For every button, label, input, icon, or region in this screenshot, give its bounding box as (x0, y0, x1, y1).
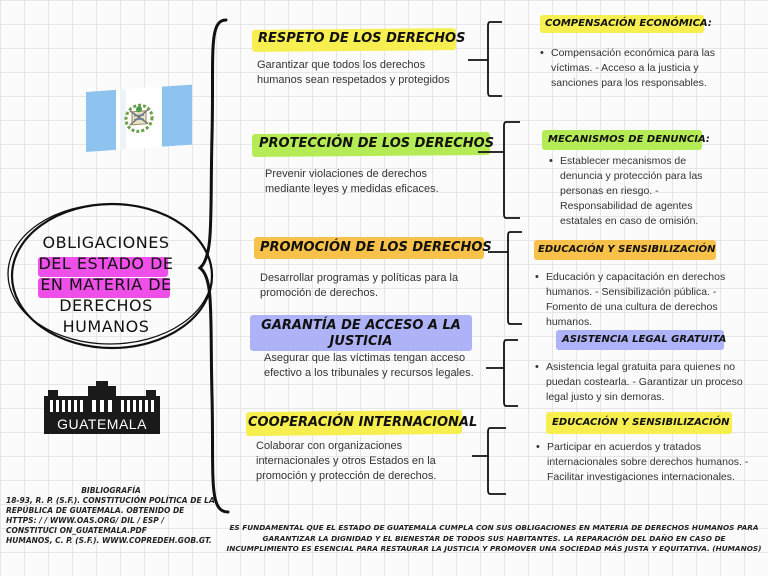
title-line-5: HUMANOS (62, 317, 150, 336)
title-line-3: EN MATERIA DE (40, 275, 172, 294)
section-2-title: PROTECCIÓN DE LOS DERECHOS (259, 136, 495, 151)
bibliography-entry-1: 18-93, R. P. (S.F.). CONSTITUCIÓN POLÍTICA DE LA REPÚBLICA DE GUATEMALA. OBTENIDO DE HTTPS: / / WWW.OAS.ORG/ DIL / ESP / CONSTITUCI ON_GUATEMALA.PDF (6, 496, 215, 535)
section-1-description: Garantizar que todos los derechos humanos sean respetados y protegidos (257, 59, 450, 86)
country-label: GUATEMALA (44, 414, 160, 434)
main-title (20, 232, 192, 337)
section-4-description: Asegurar que las víctimas tengan acceso efectivo a los tribunales y recursos legales. (264, 352, 474, 379)
sub-3-bullet: • Educación y capacitación en derechos humanos. - Sensibilización pública. - Fomento de una cultura de derechos humanos. (546, 270, 746, 330)
bibliography (6, 486, 216, 546)
palace-illustration (44, 380, 160, 416)
section-3-title: PROMOCIÓN DE LOS DERECHOS (260, 240, 492, 255)
section-4-connector (486, 336, 526, 410)
guatemala-flag (86, 82, 192, 152)
section-5-title: COOPERACIÓN INTERNACIONAL (248, 415, 478, 430)
section-4-title: GARANTÍA DE ACCESO A LA JUSTICIA (261, 318, 461, 349)
title-line-2: DEL ESTADO DE (38, 254, 174, 273)
sub-1-bullet: • Compensación económica para las víctimas. - Acceso a la justicia y sanciones para los responsables. (551, 46, 741, 91)
sub-4-bullet: • Asistencia legal gratuita para quienes no puedan costearla. - Garantizar un proceso legal justo y sin demoras. (546, 360, 746, 405)
title-line-1: OBLIGACIONES (42, 233, 170, 252)
conclusion-text: ES FUNDAMENTAL QUE EL ESTADO DE GUATEMALA CUMPLA CON SUS OBLIGACIONES EN MATERIA DE DERECHOS HUMANOS PARA GARANTIZAR LA DIGNIDAD Y EL BIENESTAR DE TODOS SUS HABITANTES. LA REPARACIÓN DEL DAÑO EN CASO DE INCUMPLIMIENTO ES ESENCIAL PARA RESTAURAR LA JUSTICIA Y PROMOVER UNA SOCIEDAD MÁS JUSTA Y EQUITATIVA. (HUMANOS) (226, 523, 762, 553)
sub-2-bullet: • Establecer mecanismos de denuncia y protección para las personas en riesgo. - Responsabilidad de agentes estatales en caso de omisión. (560, 154, 720, 229)
bibliography-heading: BIBLIOGRAFÍA (81, 486, 141, 495)
title-line-4: DERECHOS (59, 296, 153, 315)
sub-1-title: COMPENSACIÓN ECONÓMICA: (545, 18, 712, 29)
section-3-description: Desarrollar programas y políticas para la promoción de derechos. (260, 272, 459, 299)
section-5-connector (472, 424, 516, 498)
sub-5-bullet: • Participar en acuerdos y tratados internacionales sobre derechos humanos. - Facilitar investigaciones internacionales. (547, 440, 757, 485)
section-5-description: Colaborar con organizaciones internacionales y otros Estados en la promoción y protección de derechos. (256, 440, 437, 482)
section-2-description: Prevenir violaciones de derechos mediante leyes y medidas eficaces. (265, 168, 439, 195)
sub-3-title: EDUCACIÓN Y SENSIBILIZACIÓN (538, 244, 716, 255)
bibliography-entry-2: HUMANOS, C. P. (S.F.). WWW.COPREDEH.GOB.GT. (6, 536, 212, 545)
section-1-connector (468, 18, 508, 98)
section-3-connector (488, 228, 528, 328)
sub-4-title: ASISTENCIA LEGAL GRATUITA (562, 334, 727, 345)
sub-5-title: EDUCACIÓN Y SENSIBILIZACIÓN (552, 417, 730, 428)
sub-2-title: MECANISMOS DE DENUNCIA: (548, 134, 710, 145)
section-2-connector (478, 118, 528, 222)
section-1-title: RESPETO DE LOS DERECHOS (258, 31, 466, 46)
